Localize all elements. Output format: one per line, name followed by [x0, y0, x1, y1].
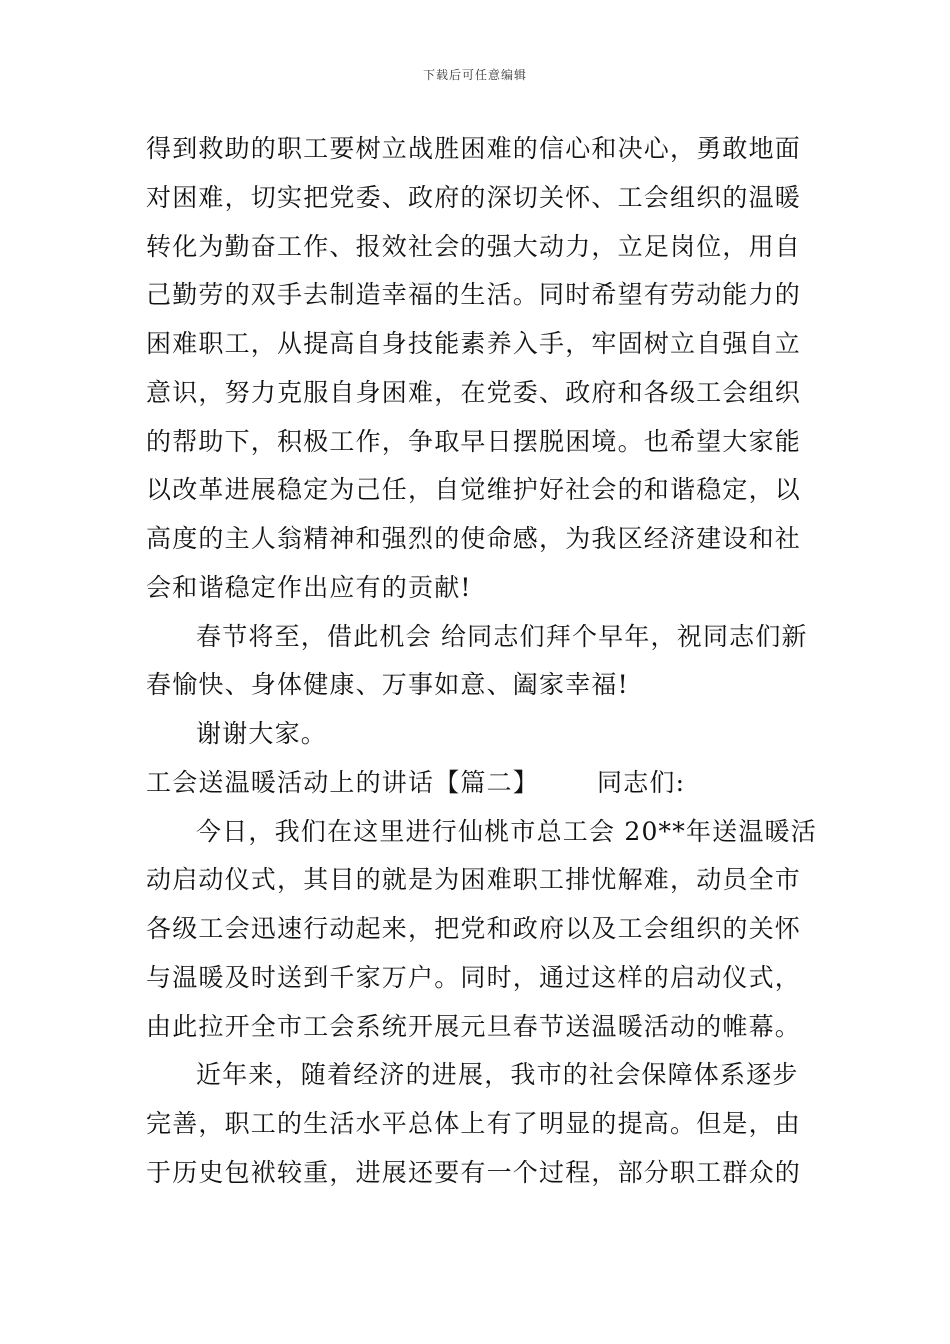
document-body: [146, 125, 817, 1198]
text-line: 以改革进展稳定为己任，自觉维护好社会的和谐稳定，以: [146, 475, 802, 505]
closing-line: 谢谢大家。: [196, 719, 328, 748]
text-line: 对困难，切实把党委、政府的深切关怀、工会组织的温暖: [146, 182, 802, 212]
text-line: 困难职工，从提高自身技能素养入手，牢固树立自强自立: [146, 329, 802, 358]
paragraph-start-line: 今日，我们在这里进行仙桃市总工会 20**年送温暖活: [196, 816, 817, 846]
text-line: 得到救助的职工要树立战胜困难的信心和决心，勇敢地面: [146, 134, 802, 163]
paragraph-start-line: 春节将至，借此机会 给同志们拜个早年，祝同志们新: [196, 621, 808, 651]
header-note: 下载后可任意编辑: [422, 68, 527, 82]
section-greeting: 同志们:: [597, 767, 686, 797]
text-line: 春愉快、身体健康、万事如意、阖家幸福!: [146, 670, 629, 700]
text-line: 由此拉开全市工会系统开展元旦春节送温暖活动的帷幕。: [146, 1011, 802, 1041]
text-line: 于历史包袱较重，进展还要有一个过程，部分职工群众的: [146, 1157, 802, 1187]
text-line: 意识，努力克服自身困难，在党委、政府和各级工会组织: [146, 377, 802, 407]
text-line: 转化为勤奋工作、报效社会的强大动力，立足岗位，用自: [146, 231, 802, 261]
section-heading-line: [146, 759, 810, 808]
paragraph-start-line: 近年来，随着经济的进展，我市的社会保障体系逐步: [196, 1060, 799, 1090]
section-title: 工会送温暖活动上的讲话【篇二】: [146, 767, 540, 797]
text-line: 高度的主人翁精神和强烈的使命感，为我区经济建设和社: [146, 524, 802, 553]
text-line: 己勤劳的双手去制造幸福的生活。同时希望有劳动能力的: [146, 280, 802, 310]
text-line: 完善，职工的生活水平总体上有了明显的提高。但是，由: [146, 1109, 802, 1138]
text-line: 动启动仪式，其目的就是为困难职工排忧解难，动员全市: [146, 865, 802, 895]
text-line: 各级工会迅速行动起来，把党和政府以及工会组织的关怀: [146, 914, 802, 943]
text-line: 的帮助下，积极工作，争取早日摆脱困境。也希望大家能: [146, 426, 802, 456]
text-line: 与温暖及时送到千家万户。同时，通过这样的启动仪式，: [146, 962, 802, 992]
text-line: 会和谐稳定作出应有的贡献!: [146, 572, 472, 602]
